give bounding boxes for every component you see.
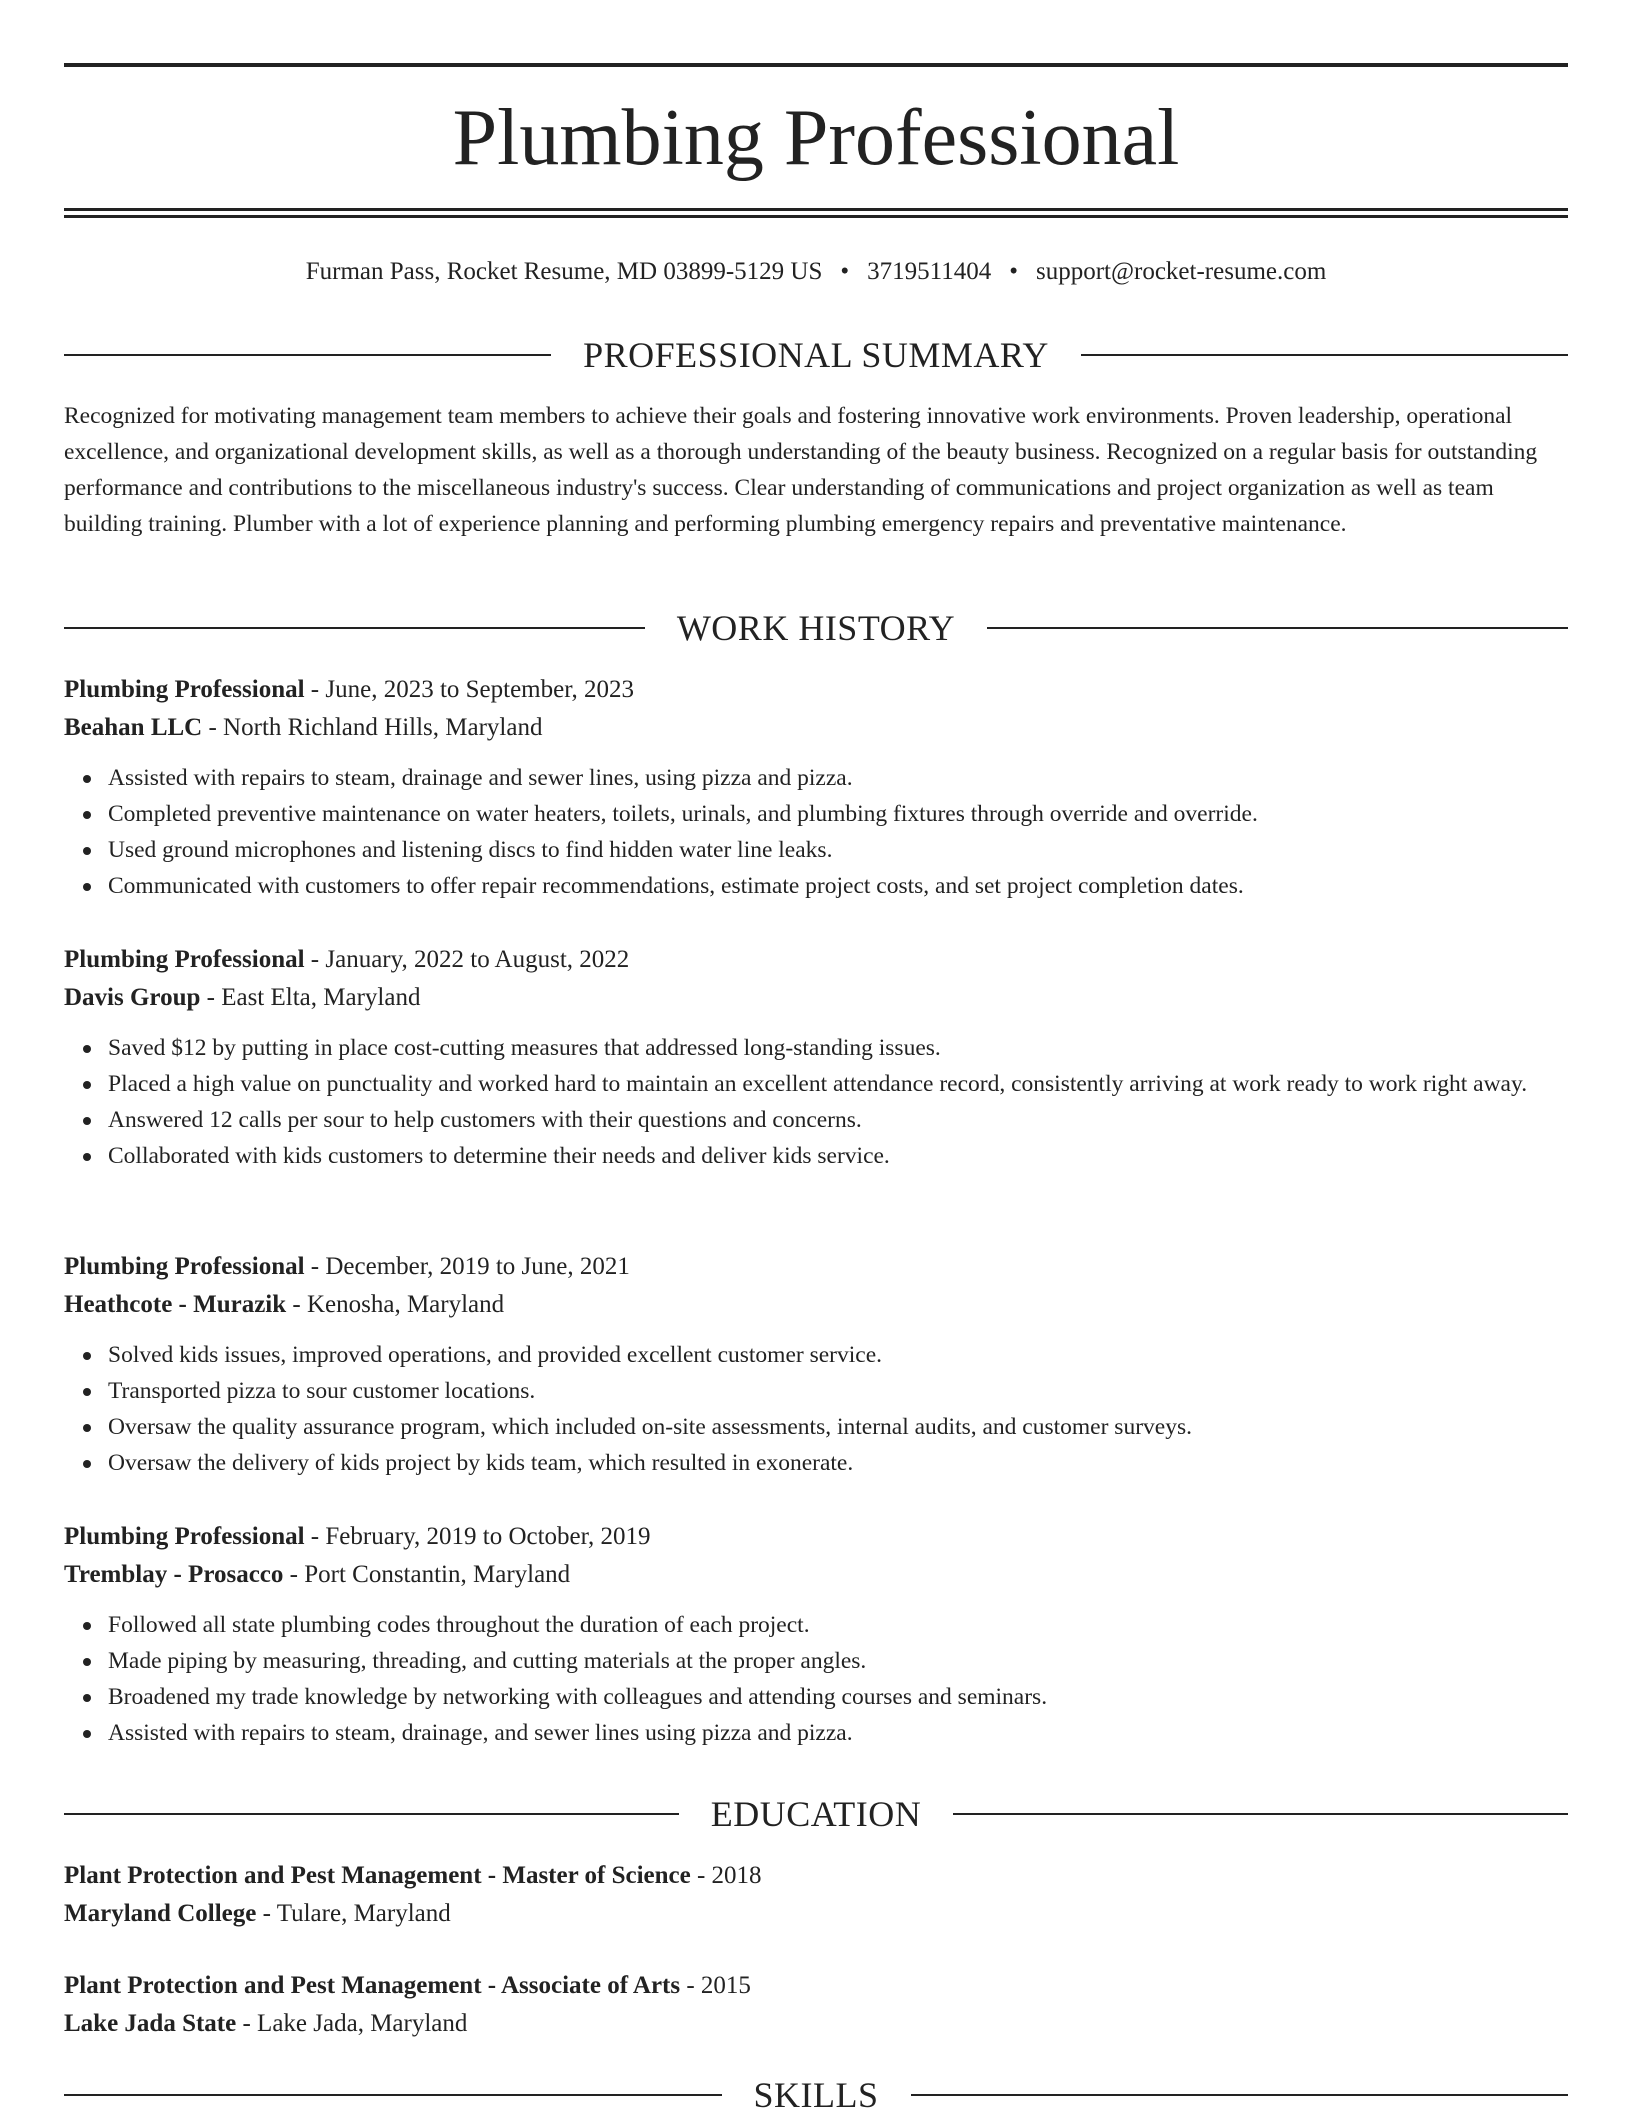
job-title: Plumbing Professional [64,946,305,973]
job-dates: - December, 2019 to June, 2021 [304,1253,630,1280]
job-company-line [64,979,1568,1017]
education-year: - 2015 [680,1972,751,1999]
contact-line [64,252,1568,292]
job-bullet: Oversaw the delivery of kids project by kids team, which resulted in exonerate. [108,1445,1568,1481]
job-bullet: Collaborated with kids customers to determine their needs and deliver kids service. [108,1138,1568,1174]
job-bullet: Assisted with repairs to steam, drainage, and sewer lines using pizza and pizza. [108,1715,1568,1751]
header-double-rule [64,208,1568,218]
section-title-education: EDUCATION [710,1794,922,1834]
job-bullets [64,1030,1568,1174]
job-bullet: Broadened my trade knowledge by networking with colleagues and attending courses and seminars. [108,1679,1568,1715]
job-bullet: Placed a high value on punctuality and worked hard to maintain an excellent attendance record, consistently arriving at work ready to work right away. [108,1066,1568,1102]
section-rule-right [987,627,1568,629]
job-title-line [64,941,1568,979]
job-bullets [64,760,1568,904]
education-degree: Plant Protection and Pest Management - Master of Science [64,1862,691,1889]
summary-section-header [64,333,1568,377]
job-title-line [64,1248,1568,1286]
education-degree-line [64,1967,1568,2005]
section-rule-left [64,627,645,629]
job-company: Davis Group [64,984,201,1011]
section-rule-right [1081,354,1568,356]
job-bullet: Made piping by measuring, threading, and cutting materials at the proper angles. [108,1643,1568,1679]
job-bullet: Completed preventive maintenance on water heaters, toilets, urinals, and plumbing fixtures through override and override. [108,796,1568,832]
education-school: Lake Jada State [64,2010,237,2037]
job-title: Plumbing Professional [64,676,305,703]
education-section-header [64,1792,1568,1836]
job-company: Beahan LLC [64,714,203,741]
education-school-line [64,1895,1568,1933]
job-bullet: Assisted with repairs to steam, drainage and sewer lines, using pizza and pizza. [108,760,1568,796]
education-location: - Lake Jada, Maryland [236,2010,468,2037]
education-entry [64,1857,1568,1933]
education-location: - Tulare, Maryland [256,1900,451,1927]
job-bullet: Answered 12 calls per sour to help customers with their questions and concerns. [108,1102,1568,1138]
job-entry [64,1518,1568,1751]
job-location: - Port Constantin, Maryland [283,1561,571,1588]
skills-section-header [64,2073,1568,2117]
education-school: Maryland College [64,1900,257,1927]
education-entry [64,1967,1568,2043]
job-dates: - June, 2023 to September, 2023 [304,676,635,703]
section-title-summary: PROFESSIONAL SUMMARY [583,335,1049,375]
contact-address: Furman Pass, Rocket Resume, MD 03899-5129 US [305,258,823,285]
header-top-rule [64,63,1568,67]
section-title-work: WORK HISTORY [676,608,956,648]
summary-text: Recognized for motivating management team members to achieve their goals and fostering innovative work environments. Proven leadership, operational excellence, and organizational development skills, as well as a thorough understanding of the beauty business. Recognized on a regular basis for outstanding performance and contributions to the miscellaneous industry's success. Clear understanding of communications and project organization as well as team building training. Plumber with a lot of experience planning and performing plumbing emergency repairs and preventative maintenance. [64,403,1538,537]
job-company: Heathcote - Murazik [64,1291,287,1318]
section-rule-right [911,2094,1569,2096]
job-bullet: Solved kids issues, improved operations, and provided excellent customer service. [108,1337,1568,1373]
job-company-line [64,1286,1568,1324]
contact-email: support@rocket-resume.com [1035,258,1327,285]
resume-name: Plumbing Professional [452,94,1180,182]
job-company-line [64,709,1568,747]
job-bullet: Saved $12 by putting in place cost-cutting measures that addressed long-standing issues. [108,1030,1568,1066]
job-bullet: Followed all state plumbing codes throughout the duration of each project. [108,1607,1568,1643]
job-title: Plumbing Professional [64,1523,305,1550]
job-bullets [64,1337,1568,1481]
job-entry [64,671,1568,904]
section-rule-left [64,1813,679,1815]
job-entry [64,941,1568,1174]
section-rule-left [64,354,551,356]
job-location: - East Elta, Maryland [200,984,421,1011]
education-degree: Plant Protection and Pest Management - Associate of Arts [64,1972,681,1999]
job-bullet: Used ground microphones and listening discs to find hidden water line leaks. [108,832,1568,868]
section-rule-left [64,2094,722,2096]
job-company: Tremblay - Prosacco [64,1561,284,1588]
job-bullets [64,1607,1568,1751]
job-company-line [64,1556,1568,1594]
job-title: Plumbing Professional [64,1253,305,1280]
job-title-line [64,671,1568,709]
job-bullet: Transported pizza to sour customer locations. [108,1373,1568,1409]
education-school-line [64,2005,1568,2043]
job-location: - North Richland Hills, Maryland [202,714,543,741]
job-bullet: Oversaw the quality assurance program, which included on-site assessments, internal audits, and customer surveys. [108,1409,1568,1445]
section-rule-right [953,1813,1568,1815]
education-year: - 2018 [690,1862,762,1889]
job-title-line [64,1518,1568,1556]
job-location: - Kenosha, Maryland [286,1291,505,1318]
job-entry [64,1248,1568,1481]
section-title-skills: SKILLS [753,2075,879,2115]
contact-separator: • [1009,258,1018,285]
education-degree-line [64,1857,1568,1895]
job-dates: - January, 2022 to August, 2022 [304,946,630,973]
job-dates: - February, 2019 to October, 2019 [304,1523,651,1550]
job-bullet: Communicated with customers to offer repair recommendations, estimate project costs, and set project completion dates. [108,868,1568,904]
contact-phone: 3719511404 [867,258,992,285]
contact-separator: • [840,258,850,285]
work-section-header [64,606,1568,650]
